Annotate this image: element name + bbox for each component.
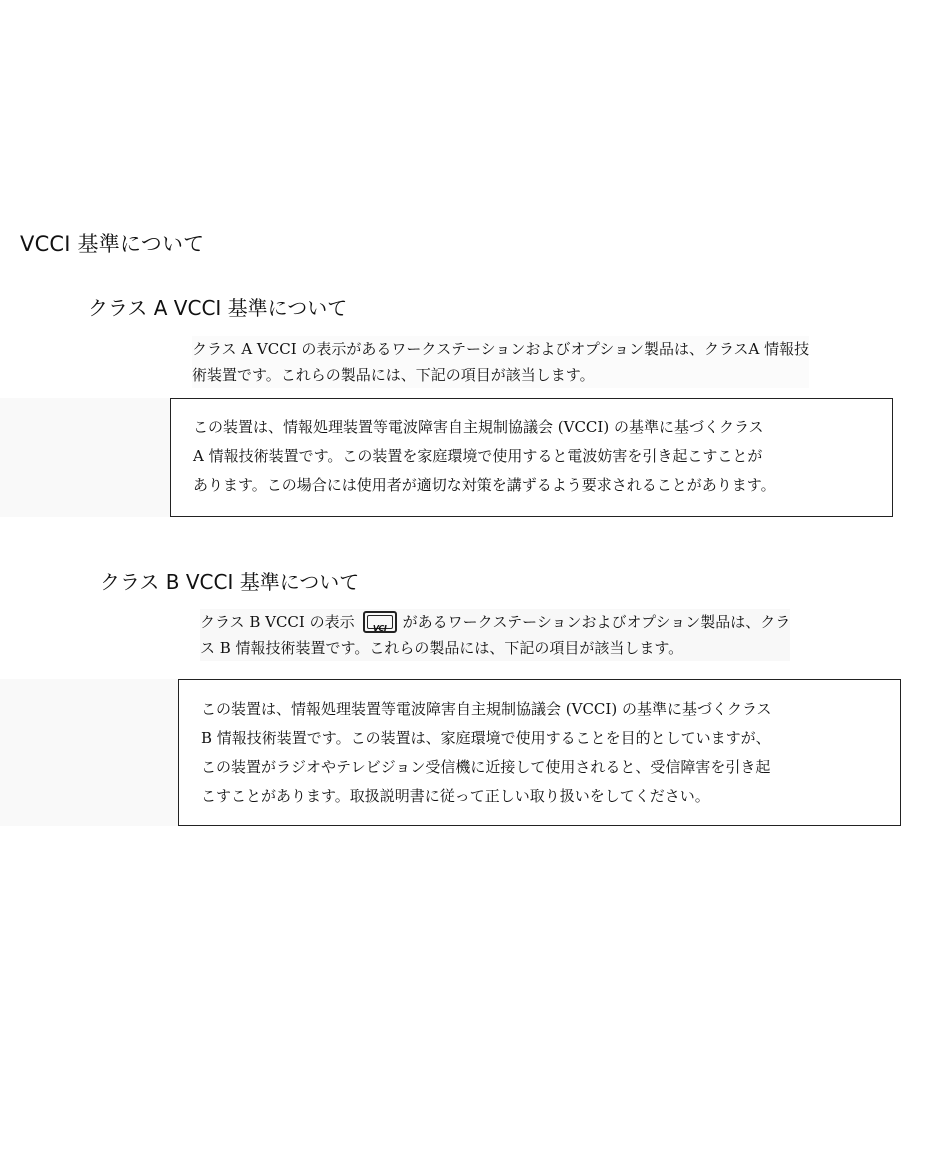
class-b-intro-text: クラス B VCCI の表示 bbox=[200, 613, 355, 631]
class-a-intro-line: 術装置です。これらの製品には、下記の項目が該当します。 bbox=[192, 366, 595, 384]
class-b-notice-line: こすことがあります。取扱説明書に従って正しい取り扱いをしてください。 bbox=[201, 787, 710, 805]
class-b-intro-line: ス B 情報技術装置です。これらの製品には、下記の項目が該当します。 bbox=[200, 639, 684, 657]
class-b-title: クラス B VCCI 基準について bbox=[100, 570, 360, 594]
vcci-logo-icon bbox=[363, 611, 397, 633]
class-b-intro-text: があるワークステーションおよびオプション製品は、クラ bbox=[402, 613, 791, 631]
background-shade bbox=[0, 398, 170, 517]
vcci-logo-label: VCI bbox=[372, 624, 387, 633]
class-a-intro bbox=[192, 336, 809, 388]
class-b-notice-line: この装置は、情報処理装置等電波障害自主規制協議会 (VCCI) の基準に基づくクラス bbox=[201, 700, 772, 718]
class-a-notice-line: この装置は、情報処理装置等電波障害自主規制協議会 (VCCI) の基準に基づくクラス bbox=[193, 418, 764, 436]
class-b-notice-line: B 情報技術装置です。この装置は、家庭環境で使用することを目的としていますが、 bbox=[201, 729, 771, 747]
class-b-intro-line bbox=[200, 609, 790, 635]
class-a-notice-line: あります。この場合には使用者が適切な対策を講ずるよう要求されることがあります。 bbox=[193, 476, 776, 494]
class-a-notice-line: A 情報技術装置です。この装置を家庭環境で使用すると電波妨害を引き起こすことが bbox=[193, 447, 763, 465]
class-a-title: クラス A VCCI 基準について bbox=[88, 296, 348, 320]
class-a-notice-box bbox=[170, 398, 893, 517]
page-title: VCCI 基準について bbox=[20, 232, 205, 256]
class-b-intro bbox=[200, 609, 790, 661]
background-shade bbox=[0, 679, 178, 826]
class-b-notice-box bbox=[178, 679, 901, 826]
class-b-notice-line: この装置がラジオやテレビジョン受信機に近接して使用されると、受信障害を引き起 bbox=[201, 758, 771, 776]
class-a-intro-line: クラス A VCCI の表示があるワークステーションおよびオプション製品は、クラスA 情報技 bbox=[192, 340, 810, 358]
